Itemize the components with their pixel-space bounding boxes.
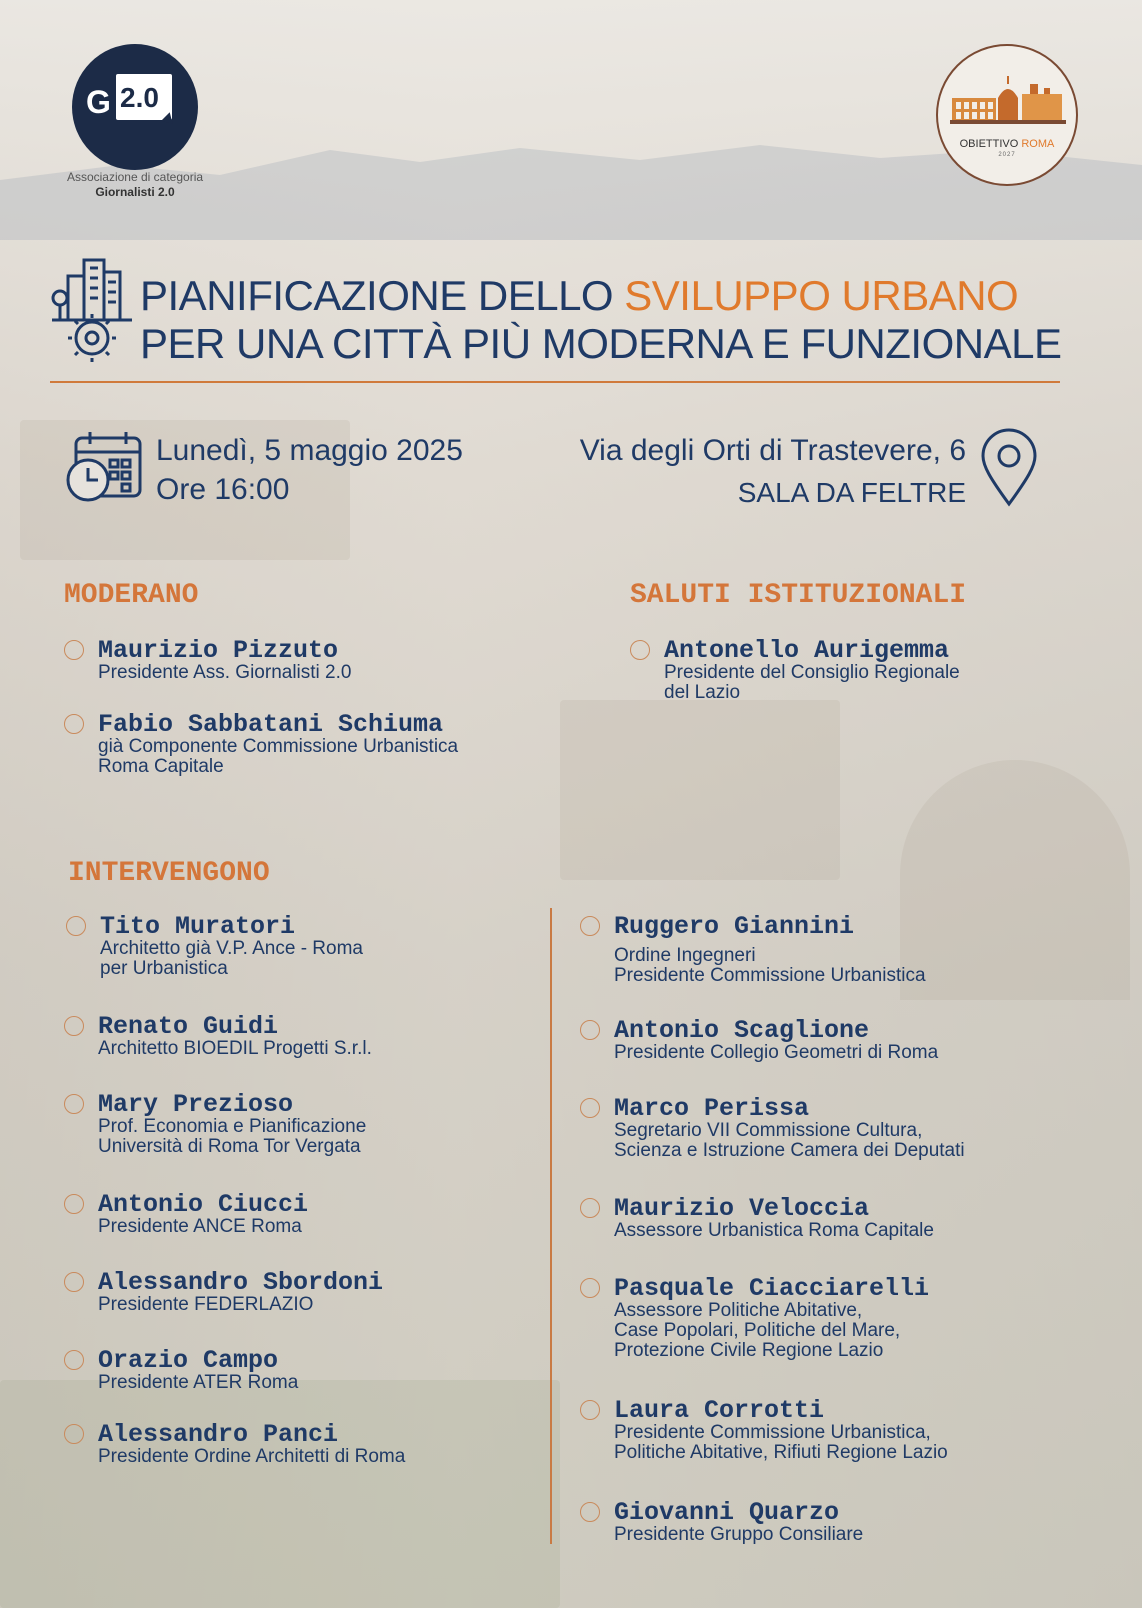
- person-role: Assessore Urbanistica Roma Capitale: [614, 1220, 934, 1241]
- person-name: Orazio Campo: [98, 1346, 279, 1375]
- person-name: Maurizio Veloccia: [614, 1194, 870, 1223]
- person-name: Mary Prezioso: [98, 1090, 294, 1119]
- map-pin-icon: [980, 428, 1038, 508]
- title-line-1: [140, 272, 1100, 320]
- person-role: Presidente FEDERLAZIO: [98, 1294, 314, 1315]
- moderano-heading: MODERANO: [64, 580, 199, 611]
- title-part-1: PIANIFICAZIONE DELLO: [140, 272, 625, 319]
- person-name: Marco Perissa: [614, 1094, 810, 1123]
- bullet-circle-icon: [580, 1198, 600, 1218]
- person-role: Presidente Ass. Giornalisti 2.0: [98, 662, 352, 683]
- person-role: Assessore Politiche Abitative, Case Popolari, Politiche del Mare, Protezione Civile Regione Lazio: [614, 1300, 901, 1361]
- person-name: Antonello Aurigemma: [664, 636, 950, 665]
- column-divider: [550, 908, 552, 1544]
- person-name: Alessandro Sbordoni: [98, 1268, 384, 1297]
- person-role: Prof. Economia e Pianificazione Università di Roma Tor Vergata: [98, 1116, 367, 1157]
- rome-skyline-icon: [946, 72, 1070, 136]
- bullet-circle-icon: [580, 1020, 600, 1040]
- logo-text: [938, 138, 1076, 150]
- bullet-circle-icon: [64, 1194, 84, 1214]
- person-role: già Componente Commissione Urbanistica Roma Capitale: [98, 736, 459, 777]
- person-name: Tito Muratori: [100, 912, 296, 941]
- logo-text-2: ROMA: [1021, 138, 1055, 150]
- bullet-circle-icon: [580, 1502, 600, 1522]
- intervengono-heading: INTERVENGONO: [68, 858, 270, 889]
- person-name: Maurizio Pizzuto: [98, 636, 339, 665]
- logo-caption-2: Giornalisti 2.0: [95, 185, 175, 199]
- person-role: Presidente Collegio Geometri di Roma: [614, 1042, 939, 1063]
- title-highlight: SVILUPPO URBANO: [624, 272, 1019, 319]
- person-name: Alessandro Panci: [98, 1420, 339, 1449]
- bullet-circle-icon: [64, 1094, 84, 1114]
- bullet-circle-icon: [64, 640, 84, 660]
- person-role: Segretario VII Commissione Cultura, Scienza e Istruzione Camera dei Deputati: [614, 1120, 965, 1161]
- event-time: Ore 16:00: [156, 473, 290, 506]
- bg-building: [560, 700, 840, 880]
- bullet-circle-icon: [630, 640, 650, 660]
- person-role: Presidente del Consiglio Regionale del Lazio: [664, 662, 960, 703]
- logo-version: 2.0: [120, 82, 159, 113]
- person-name: Antonio Ciucci: [98, 1190, 309, 1219]
- bg-dome: [900, 760, 1130, 1000]
- person-name: Renato Guidi: [98, 1012, 279, 1041]
- event-date: Lunedì, 5 maggio 2025: [156, 434, 463, 467]
- person-role: Presidente Commissione Urbanistica, Politiche Abitative, Rifiuti Regione Lazio: [614, 1422, 948, 1463]
- title-divider: [50, 381, 1060, 383]
- title-line-2: PER UNA CITTÀ PIÙ MODERNA E FUNZIONALE: [140, 320, 1062, 367]
- bullet-circle-icon: [64, 1272, 84, 1292]
- bullet-circle-icon: [580, 1400, 600, 1420]
- logo-mark: G: [86, 84, 111, 120]
- bg-greenery: [0, 1380, 560, 1608]
- event-room: SALA DA FELTRE: [737, 477, 966, 508]
- city-gear-icon: [50, 254, 134, 366]
- person-role: Presidente Ordine Architetti di Roma: [98, 1446, 406, 1467]
- person-role: Ordine Ingegneri Presidente Commissione Urbanistica: [614, 945, 926, 986]
- person-role: Architetto già V.P. Ance - Roma per Urbanistica: [100, 938, 363, 979]
- person-role: Presidente ATER Roma: [98, 1372, 299, 1393]
- person-name: Fabio Sabbatani Schiuma: [98, 710, 444, 739]
- person-name: Ruggero Giannini: [614, 912, 855, 941]
- bullet-circle-icon: [64, 1350, 84, 1370]
- bullet-circle-icon: [580, 1098, 600, 1118]
- event-title: [140, 272, 1100, 368]
- person-name: Laura Corrotti: [614, 1396, 825, 1425]
- person-role: Presidente ANCE Roma: [98, 1216, 302, 1237]
- giornalisti-logo: [72, 44, 198, 170]
- event-address: Via degli Orti di Trastevere, 6: [579, 434, 966, 467]
- bullet-circle-icon: [64, 714, 84, 734]
- bullet-circle-icon: [66, 916, 86, 936]
- bullet-circle-icon: [64, 1016, 84, 1036]
- person-name: Antonio Scaglione: [614, 1016, 870, 1045]
- person-name: Giovanni Quarzo: [614, 1498, 840, 1527]
- saluti-heading: SALUTI ISTITUZIONALI: [630, 580, 967, 611]
- bullet-circle-icon: [64, 1424, 84, 1444]
- bullet-circle-icon: [580, 916, 600, 936]
- logo-caption-1: Associazione di categoria: [66, 170, 204, 184]
- calendar-clock-icon: [64, 430, 144, 506]
- obiettivo-roma-logo: [936, 44, 1078, 186]
- bullet-circle-icon: [580, 1278, 600, 1298]
- logo-text-1: OBIETTIVO: [959, 138, 1022, 150]
- logo-year: 2027: [998, 152, 1016, 158]
- person-role: Architetto BIOEDIL Progetti S.r.l.: [98, 1038, 372, 1059]
- person-name: Pasquale Ciacciarelli: [614, 1274, 930, 1303]
- person-role: Presidente Gruppo Consiliare: [614, 1524, 864, 1545]
